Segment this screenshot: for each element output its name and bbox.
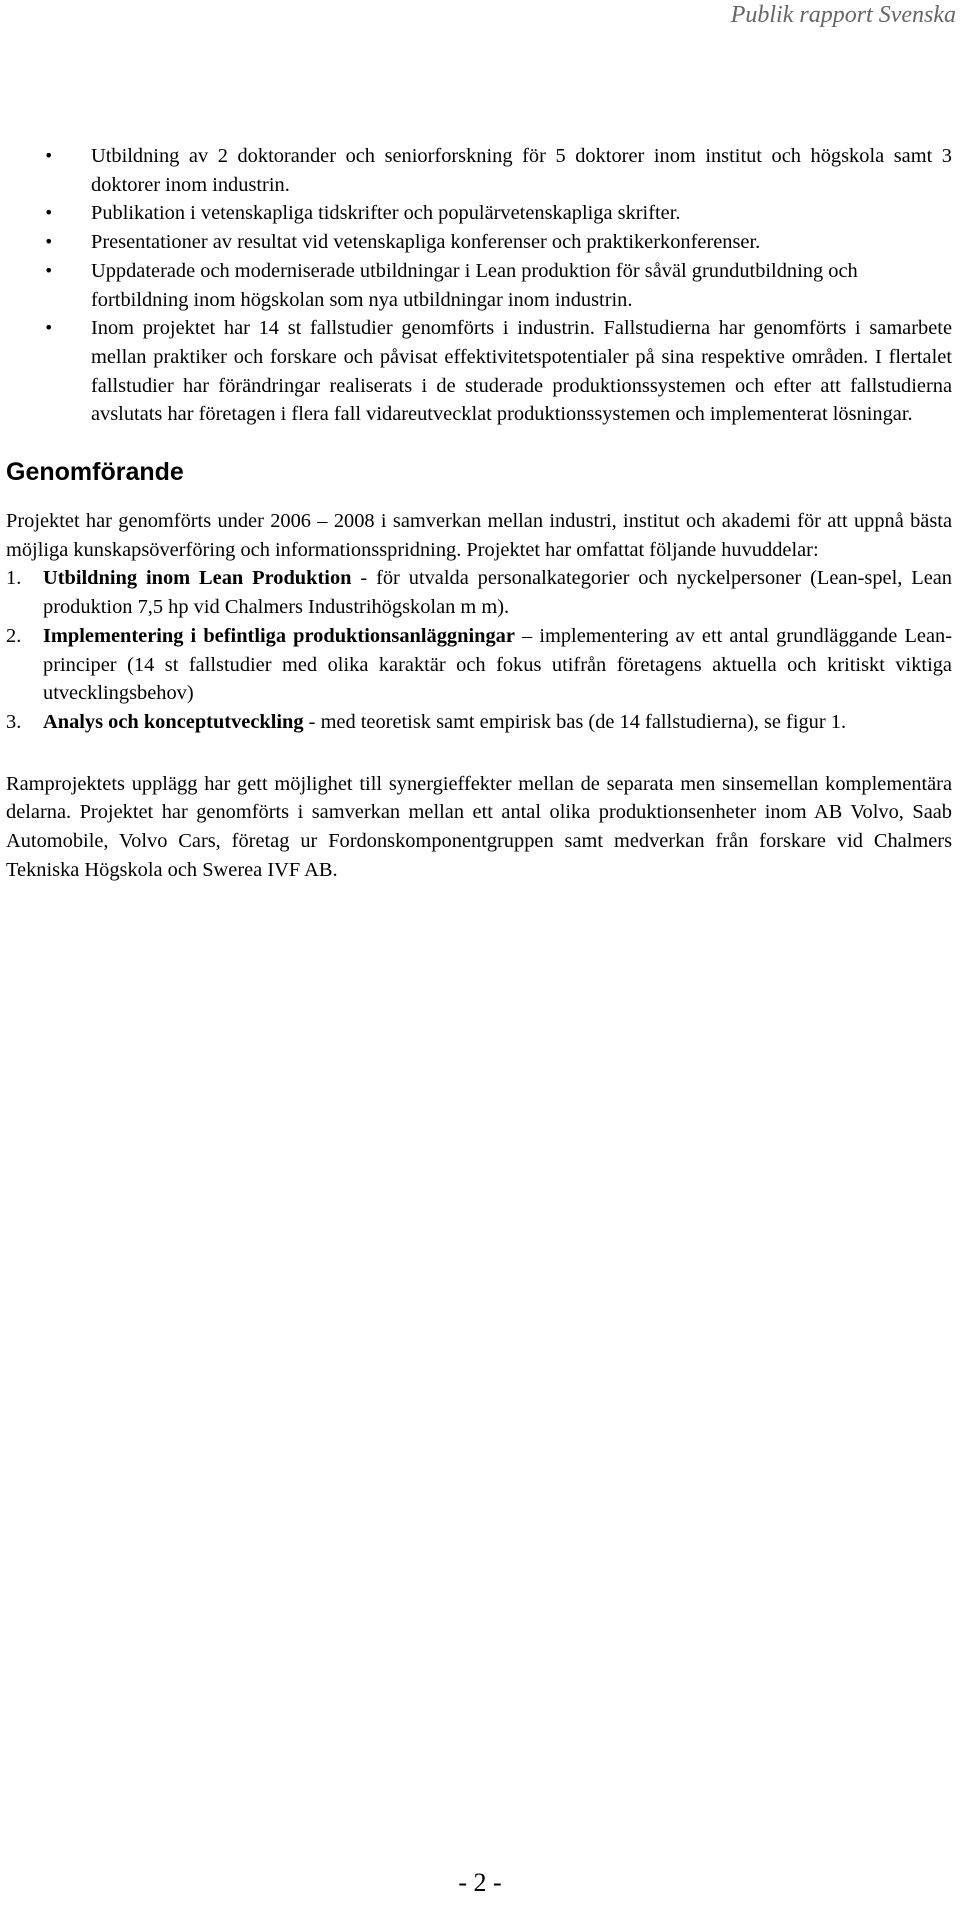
page-header: Publik rapport Svenska xyxy=(730,2,956,28)
numbered-list xyxy=(6,564,952,736)
list-item-text: Publikation i vetenskapliga tidskrifter och populärvetenskapliga skrifter. xyxy=(91,202,681,225)
bullet-icon: • xyxy=(44,232,54,252)
item-number: 1. xyxy=(6,567,22,590)
list-item xyxy=(6,708,952,737)
result-bullet-list xyxy=(6,142,952,429)
item-text: – implementering av ett antal grundläggande Lean-principer (14 st fallstudier med olika karaktär och fokus utifrån företagens aktuella och kritiskt viktiga utvecklingsbehov) xyxy=(43,624,952,705)
bullet-icon: • xyxy=(44,318,54,338)
intro-paragraph: Projektet har genomförts under 2006 – 2008 i samverkan mellan industri, institut och akademi för att uppnå bästa möjliga kunskapsöverföring och informationsspridning. Projektet har omfattat följande huvuddelar: xyxy=(6,510,952,561)
bullet-icon: • xyxy=(44,146,54,165)
item-title: Utbildning inom Lean Produktion xyxy=(43,567,352,590)
list-item xyxy=(6,257,952,314)
list-item-text: Utbildning av 2 doktorander och seniorforskning för 5 doktorer inom institut och högskola samt 3 doktorer inom industrin. xyxy=(91,145,952,196)
page-number: - 2 - xyxy=(458,1868,502,1897)
document-body xyxy=(6,142,952,884)
item-text: - för utvalda personalkategorier och nyckelpersoner (Lean-spel, Lean produktion 7,5 hp vid Chalmers Industrihögskolan m m). xyxy=(43,567,952,619)
list-item xyxy=(6,314,952,429)
item-title: Analys och konceptutveckling xyxy=(43,710,304,733)
section-heading: Genomförande xyxy=(6,458,184,487)
item-text: - med teoretisk samt empirisk bas (de 14 fallstudierna), se figur 1. xyxy=(303,710,847,733)
list-item xyxy=(6,564,952,621)
bullet-icon: • xyxy=(44,203,54,223)
list-item-text: Uppdaterade och moderniserade utbildningar i Lean produktion för såväl grundutbildning och fortbildning inom högskolan som nya utbildningar inom industrin. xyxy=(91,259,858,311)
list-item xyxy=(6,228,952,257)
bullet-icon: • xyxy=(44,260,54,280)
list-item xyxy=(6,142,952,199)
closing-paragraph: Ramprojektets upplägg har gett möjlighet till synergieffekter mellan de separata men sinsemellan komplementära delarna. Projektet har genomförts i samverkan mellan ett antal olika produktionsenheter inom AB Volvo, Saab Automobile, Volvo Cars, företag ur Fordonskomponentgruppen samt medverkan från forskare vid Chalmers Tekniska Högskola och Swerea IVF AB. xyxy=(6,772,952,881)
list-item-text: Inom projektet har 14 st fallstudier genomförts i industrin. Fallstudierna har genomförts i samarbete mellan praktiker och forskare och påvisat effektivitetspotentialer på sina respektive områden. I flertalet fallstudier har förändringar realiserats i de studerade produktionssystemen och efter att fallstudierna avslutats har företagen i flera fall vidareutvecklat produktionssystemen och implementerat lösningar. xyxy=(91,317,952,426)
item-title: Implementering i befintliga produktionsanläggningar xyxy=(43,624,515,647)
item-number: 2. xyxy=(6,624,22,647)
list-item-text: Presentationer av resultat vid vetenskapliga konferenser och praktikerkonferenser. xyxy=(91,231,761,254)
item-number: 3. xyxy=(6,710,22,733)
list-item xyxy=(6,622,952,708)
list-item xyxy=(6,199,952,228)
